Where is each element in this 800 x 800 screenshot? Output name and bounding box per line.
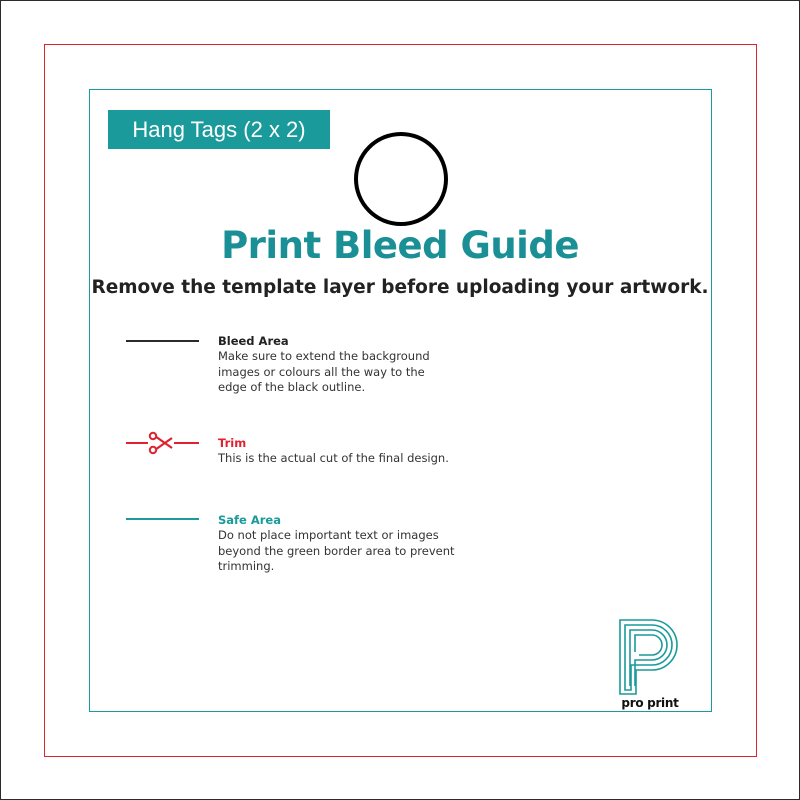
legend-desc-safe: Do not place important text or images beyond the green border area to prevent trimming. xyxy=(218,528,455,573)
pro-print-logo-icon xyxy=(612,616,682,696)
hang-hole-circle xyxy=(354,132,448,226)
safe-line-sample xyxy=(126,518,199,520)
legend-desc-trim: This is the actual cut of the final design. xyxy=(218,451,449,465)
page-title: Print Bleed Guide xyxy=(221,224,579,267)
page-subtitle: Remove the template layer before uploading your artwork. xyxy=(91,277,709,298)
logo-wordmark: pro print xyxy=(621,696,679,710)
product-badge: Hang Tags (2 x 2) xyxy=(108,110,330,149)
legend-title-bleed: Bleed Area xyxy=(218,334,289,348)
bleed-line-sample xyxy=(126,340,199,342)
legend-desc-bleed: Make sure to extend the background images or colours all the way to the edge of the black outline. xyxy=(218,349,430,394)
scissors-icon xyxy=(148,431,174,455)
legend-title-safe: Safe Area xyxy=(218,513,281,527)
legend-title-trim: Trim xyxy=(218,436,247,450)
